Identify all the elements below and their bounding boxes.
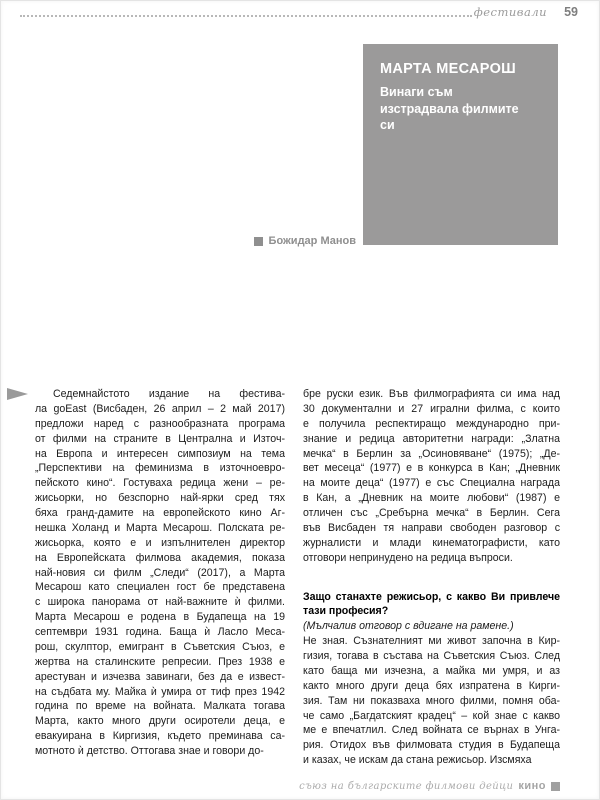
text-line: във Висбаден тя направи свободен разговор с	[303, 521, 560, 534]
text-line: „Перспективи на феминизма в източноевро-	[35, 462, 285, 475]
text-line: Марта Месарош е родена в Будапеща на 19	[35, 611, 285, 624]
paragraph-arrow-icon	[7, 388, 28, 400]
text-line: журналисти и млади кинематографисти, като	[303, 536, 560, 549]
text-line: мотното ѝ детство. Оттогава знае и говори до-	[35, 745, 264, 757]
text-line: ла goEast (Висбаден, 26 април – 2 май 2017)	[35, 402, 285, 415]
text-line: отговори непринудено на редица въпроси.	[303, 551, 513, 564]
text-line: отличен със „Сребърна мечка“ в Берлин. Сега	[303, 507, 560, 519]
text-line: жертва на сталинските репресии. През 1938 е	[35, 655, 285, 668]
byline	[254, 235, 356, 247]
text-line: зия. Там ни показваха много филми, помня оба-	[303, 694, 560, 707]
text-line: ме е впечатлил. След войната се върнах в Унга-	[303, 724, 560, 737]
text-line: на Европа и интересен симпозиум на тема	[35, 447, 285, 460]
text-line: 30 документални и 27 игрални филма, с които	[303, 402, 560, 415]
text-line: рия. Отидох във филмовата студия в Будапеща	[303, 739, 560, 752]
text-line: жисьорка, която е и изпълнителен директор	[35, 536, 285, 549]
section-label: фестивали	[473, 5, 548, 19]
text-line: мечка“ в Берлин за „Осиновяване“ (1975); „Де-	[303, 447, 560, 460]
text-line: знание и редица авторитетни награди: „Златна	[303, 432, 560, 445]
text-line: и казах, че искам да стана режисьор. Изсмяха	[303, 754, 532, 767]
text-line: гизия, тогава в състава на Съветския Съюз. След	[303, 650, 560, 662]
page-header	[20, 5, 578, 21]
text-line: жисьорки, но безспорно най-ярки сред тях	[35, 492, 285, 505]
left-column	[35, 387, 285, 759]
author-name: Божидар Манов	[268, 235, 356, 247]
text-line: че само „Багдатският крадец“ – кой знае с какво	[303, 709, 560, 722]
right-column	[303, 387, 560, 768]
text-line: с широка панорама от най-важните ѝ филми.	[35, 596, 285, 609]
text-line: както много други деца бях изпратена в Кирги-	[303, 679, 560, 692]
text-line: Защо станахте режисьор, с какво Ви привлече	[303, 590, 560, 603]
dotted-rule	[20, 15, 472, 17]
text-line: бяха гранд-дамите на европейското кино Аг-	[35, 507, 285, 519]
text-line: Седемнайстото издание на фестива-	[53, 388, 285, 400]
stage-direction: (Мълчалив отговор с вдигане на рамене.)	[303, 620, 514, 633]
text-line: пейското кино“. Гостуваха редица жени – ре-	[35, 477, 285, 490]
interview-question	[303, 590, 560, 620]
text-line: бре руски език. Във филмографията си има над	[303, 388, 560, 400]
article-title-box	[363, 44, 558, 245]
text-line: от филми на страните в Централна и Източ-	[35, 432, 285, 445]
text-line: на Европейската филмова академия, показа	[35, 551, 285, 564]
interview-answer	[303, 634, 560, 768]
article-subtitle: Винаги съм изстрадвала филмите си	[380, 85, 519, 132]
article-title: МАРТА МЕСАРОШ	[380, 61, 517, 77]
text-line: на съдбата му. Майка ѝ умира от тиф през 1942	[35, 685, 285, 698]
footer-text: съюз на българските филмови дейци	[299, 780, 514, 792]
text-line: нешка Холанд и Марта Месарош. Полската ре-	[35, 521, 285, 534]
text-line: Месарош като специален гост бе представена	[35, 581, 285, 594]
text-line: септември 1931 година. Баща ѝ Ласло Меса-	[35, 626, 285, 638]
page-footer	[299, 779, 560, 793]
footer-brand: кино	[518, 780, 546, 792]
paragraph-continuation	[303, 387, 560, 566]
text-line: арестуван и изчезва завинаги, без да е извест-	[35, 670, 285, 683]
text-line: предложи наред с разнообразната програма	[35, 417, 285, 430]
text-line: е получила респектиращо международно при-	[303, 417, 560, 430]
text-line: тази професия?	[303, 605, 389, 618]
text-line: евакуирана в Киргизия, където преминава са-	[35, 730, 285, 743]
text-line: година по време на войната. Малката тогава	[35, 700, 285, 713]
text-line: като баща ми изчезна, а майка ми умря, и аз	[303, 664, 560, 677]
text-line: на моите деца“ (1977) е със Специална награда	[303, 477, 560, 490]
footer-square-icon	[551, 782, 560, 791]
byline-square-icon	[254, 237, 263, 246]
text-line: в Кан, а „Дневник на моите любови“ (1987) е	[303, 492, 560, 505]
text-line: рош, скулптор, емигрант в Съветския Съюз, е	[35, 640, 285, 653]
text-line: Марта, както много други осиротели деца, е	[35, 715, 285, 728]
text-line: Не зная. Съзнателният ми живот започна в Кир-	[303, 635, 560, 648]
page-number: 59	[564, 5, 578, 19]
text-line: най-новия си филм „Следи“ (2017), а Марта	[35, 566, 285, 579]
text-line: вет месеца“ (1977) е в конкурса в Кан; „Дневник	[303, 462, 560, 475]
